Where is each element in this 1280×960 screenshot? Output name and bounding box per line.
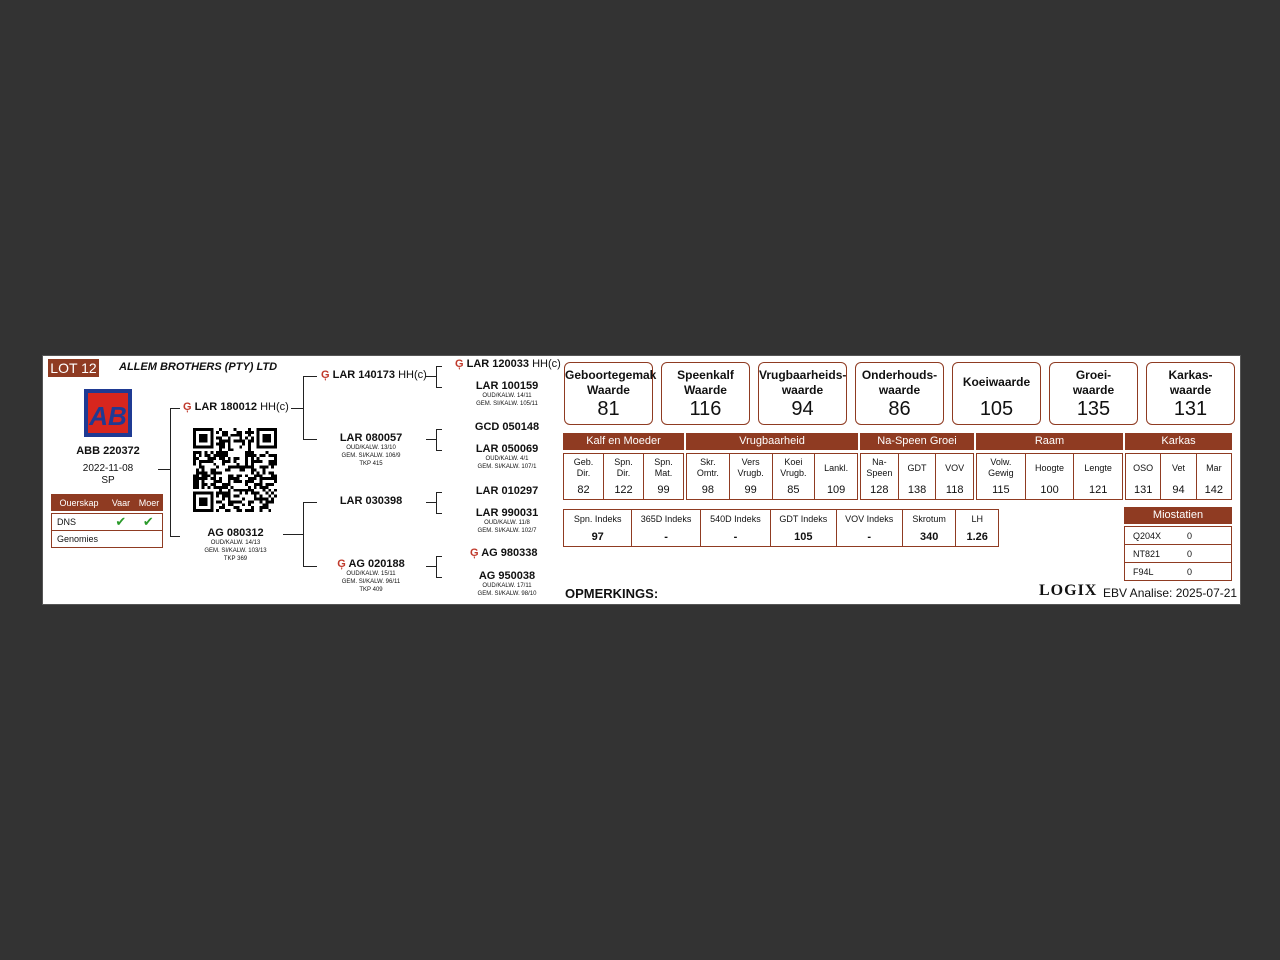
ggp-dsd-avg: GEM. SI/KALW. 102/7 bbox=[477, 528, 537, 534]
ebv-header: Omtr. bbox=[696, 468, 719, 478]
homozygous-symbol-icon: Ģ bbox=[455, 358, 464, 370]
index-value: 105 bbox=[794, 530, 813, 543]
value-number: 135 bbox=[1076, 398, 1111, 420]
ebv-cell bbox=[1126, 454, 1160, 499]
myostatin-value: 0 bbox=[1187, 548, 1193, 559]
ggp-sss-name: LAR 120033 bbox=[466, 358, 529, 370]
myostatin-key: F94L bbox=[1133, 566, 1154, 577]
value-box-fertility bbox=[758, 362, 847, 425]
ebv-header: Dir. bbox=[616, 468, 631, 478]
ggp-sss-suffix: HH(c) bbox=[532, 358, 561, 370]
ggp-dsd bbox=[463, 507, 551, 535]
check-icon: ✔ bbox=[142, 514, 154, 529]
ggp-sdd-calving: OUD/KALW. 4/1 bbox=[485, 456, 529, 462]
index-header: LH bbox=[971, 513, 983, 524]
ggp-dds bbox=[470, 547, 537, 559]
value-number: 86 bbox=[888, 398, 911, 420]
ebv-table-frame bbox=[976, 453, 1123, 500]
ebv-table-post-weaning bbox=[860, 453, 974, 500]
parentage-row-label: DNS bbox=[57, 517, 77, 527]
ebv-header: Geb. bbox=[573, 457, 594, 467]
ggp-dsd-name: LAR 990031 bbox=[475, 507, 539, 519]
index-cell bbox=[700, 510, 770, 546]
ebv-header: VOV bbox=[945, 462, 965, 473]
ebv-header: Lengte bbox=[1084, 462, 1112, 473]
dam bbox=[183, 527, 288, 563]
value-label: waarde bbox=[1072, 383, 1115, 397]
ggp-ddd-avg: GEM. SI/KALW. 98/10 bbox=[477, 591, 537, 597]
index-value: 340 bbox=[919, 530, 939, 543]
myostatin-value: 0 bbox=[1187, 530, 1193, 541]
ggp-sds-name: GCD 050148 bbox=[474, 421, 540, 433]
value-label: waarde bbox=[878, 383, 921, 397]
ebv-value: 85 bbox=[787, 484, 800, 496]
ggp-ssd-avg: GEM. SI/KALW. 105/11 bbox=[476, 401, 538, 407]
ebv-value: 100 bbox=[1040, 484, 1059, 496]
sire-sire bbox=[321, 369, 427, 381]
ggp-ddd-name: AG 950038 bbox=[478, 570, 536, 582]
dam-dam-tkp: TKP 409 bbox=[359, 587, 383, 593]
ebv-cell bbox=[861, 454, 898, 499]
ebv-header: Vrugb. bbox=[780, 468, 807, 478]
ebv-cell bbox=[935, 454, 973, 499]
ebv-cell bbox=[1196, 454, 1231, 499]
parentage-col-label: Ouerskap bbox=[59, 497, 99, 508]
value-number: 131 bbox=[1173, 398, 1208, 420]
ebv-cell bbox=[729, 454, 772, 499]
ggp-ddd bbox=[463, 570, 551, 598]
ebv-header: Hoogte bbox=[1034, 462, 1065, 473]
ebv-cell bbox=[564, 454, 603, 499]
calf-name: ABB 220372 bbox=[76, 445, 140, 457]
dam-avg: GEM. SI/KALW. 103/13 bbox=[204, 548, 267, 554]
ebv-value: 121 bbox=[1089, 484, 1108, 496]
ggp-dss bbox=[463, 485, 551, 497]
parentage-row bbox=[52, 514, 162, 530]
ebv-value: 131 bbox=[1133, 484, 1153, 496]
value-label: Geboortegemak bbox=[565, 368, 657, 382]
sire-suffix: HH(c) bbox=[260, 401, 289, 413]
ebv-value: 128 bbox=[870, 484, 889, 496]
ebv-value: 118 bbox=[945, 484, 964, 496]
ebv-cell bbox=[977, 454, 1025, 499]
ebv-table-fertility bbox=[686, 453, 858, 500]
ggp-sds bbox=[463, 421, 551, 433]
value-label: Onderhouds- bbox=[861, 368, 938, 382]
dam-calving: OUD/KALW. 14/13 bbox=[210, 540, 261, 546]
index-header: 365D Indeks bbox=[640, 513, 692, 524]
remarks-label: OPMERKINGS: bbox=[565, 586, 659, 601]
parentage-col-sire: Vaar bbox=[111, 497, 131, 508]
value-number: 81 bbox=[597, 398, 620, 420]
ebv-header: Mar bbox=[1206, 462, 1222, 473]
ebv-header: Vers bbox=[741, 457, 760, 467]
ggp-dds-name: AG 980338 bbox=[481, 547, 538, 559]
ggp-ssd bbox=[463, 380, 551, 408]
index-table bbox=[563, 509, 999, 547]
ebv-header: Spn. bbox=[654, 457, 673, 467]
myostatin-row bbox=[1125, 562, 1231, 580]
ebv-value: 122 bbox=[614, 484, 633, 496]
ebv-cell bbox=[603, 454, 643, 499]
homozygous-symbol-icon: Ģ bbox=[337, 558, 346, 570]
myostatin-key: NT821 bbox=[1133, 548, 1161, 559]
ebv-header: Lankl. bbox=[824, 462, 849, 473]
ebv-cell bbox=[687, 454, 729, 499]
ebv-header: OSO bbox=[1133, 462, 1154, 473]
dam-sire bbox=[321, 495, 421, 507]
value-number: 105 bbox=[979, 398, 1014, 420]
ebv-header: Vet bbox=[1171, 462, 1185, 473]
group-carcass: Karkas bbox=[1125, 433, 1232, 450]
ebv-header: Vrugb. bbox=[737, 468, 764, 478]
ebv-cell bbox=[1073, 454, 1122, 499]
logix-logo: LOGIX bbox=[1039, 582, 1098, 599]
value-box-cow bbox=[952, 362, 1041, 425]
sire-dam-avg: GEM. SI/KALW. 106/9 bbox=[341, 453, 401, 459]
qr-code bbox=[193, 428, 277, 512]
index-cell bbox=[955, 510, 998, 546]
value-number: 94 bbox=[791, 398, 814, 420]
ebv-value: 142 bbox=[1204, 484, 1223, 496]
ebv-cell bbox=[772, 454, 815, 499]
sire-name: LAR 180012 bbox=[194, 401, 257, 413]
ggp-ddd-calving: OUD/KALW. 17/11 bbox=[482, 583, 532, 589]
calf-sex: SP bbox=[101, 475, 115, 486]
index-value: - bbox=[867, 530, 872, 543]
dam-tkp: TKP 369 bbox=[223, 556, 248, 562]
group-calf-dam: Kalf en Moeder bbox=[563, 433, 684, 450]
index-cell bbox=[836, 510, 902, 546]
index-cell bbox=[631, 510, 699, 546]
value-box-weaner bbox=[661, 362, 750, 425]
ggp-ssd-name: LAR 100159 bbox=[475, 380, 539, 392]
index-value: - bbox=[733, 530, 738, 543]
ebv-header: GDT bbox=[907, 462, 927, 473]
ggp-sdd bbox=[463, 443, 551, 471]
index-header: Spn. Indeks bbox=[573, 513, 622, 524]
ebv-cell bbox=[643, 454, 683, 499]
ebv-header: Dir. bbox=[576, 468, 591, 478]
index-header: VOV Indeks bbox=[845, 513, 894, 524]
calf-birth-date: 2022-11-08 bbox=[82, 463, 134, 474]
ebv-value: 99 bbox=[744, 484, 757, 496]
ggp-dsd-calving: OUD/KALW. 11/8 bbox=[484, 520, 530, 526]
value-label: Koeiwaarde bbox=[962, 375, 1031, 389]
ebv-cell bbox=[814, 454, 857, 499]
ggp-ssd-calving: OUD/KALW. 14/11 bbox=[482, 393, 532, 399]
sire-dam-name: LAR 080057 bbox=[339, 432, 403, 444]
ebv-cell bbox=[898, 454, 936, 499]
sire-dam-calving: OUD/KALW. 13/10 bbox=[346, 445, 396, 451]
value-box-birth-ease bbox=[564, 362, 657, 425]
index-value: 97 bbox=[591, 530, 604, 543]
value-box-maintenance bbox=[855, 362, 944, 425]
ebv-value: 98 bbox=[701, 484, 714, 496]
ebv-header: Spn. bbox=[614, 457, 633, 467]
group-post-weaning: Na-Speen Groei bbox=[860, 433, 974, 450]
animal-card bbox=[42, 355, 1241, 605]
group-frame: Raam bbox=[976, 433, 1123, 450]
ebv-analysis-date: EBV Analise: 2025-07-21 bbox=[1103, 586, 1238, 600]
myostatin-title: Miostatien bbox=[1124, 507, 1232, 524]
ebv-cell bbox=[1025, 454, 1074, 499]
ebv-header: Na- bbox=[872, 457, 887, 467]
ebv-value: 82 bbox=[577, 484, 590, 496]
ebv-value: 115 bbox=[992, 484, 1010, 496]
ebv-value: 138 bbox=[907, 484, 927, 496]
homozygous-symbol-icon: Ģ bbox=[183, 401, 192, 413]
ggp-dss-name: LAR 010297 bbox=[475, 485, 539, 497]
value-label: Waarde bbox=[684, 383, 727, 397]
group-fertility: Vrugbaarheid bbox=[686, 433, 858, 450]
breeder-logo bbox=[83, 388, 133, 438]
parentage-col-dam: Moer bbox=[138, 497, 160, 508]
index-value: - bbox=[664, 530, 668, 543]
dam-dam-avg: GEM. SI/KALW. 96/11 bbox=[341, 579, 401, 585]
value-number: 116 bbox=[689, 398, 722, 420]
myostatin-table bbox=[1124, 507, 1232, 581]
dam-dam bbox=[321, 558, 421, 594]
ebv-header: Koei bbox=[784, 457, 803, 467]
dam-dam-name-row bbox=[321, 558, 421, 570]
sire-sire-suffix: HH(c) bbox=[398, 369, 427, 381]
ebv-table-calf-dam bbox=[563, 453, 684, 500]
ebv-header: Speen bbox=[866, 468, 893, 478]
value-box-growth bbox=[1049, 362, 1138, 425]
value-label: Speenkalf bbox=[677, 368, 734, 382]
value-label: Waarde bbox=[587, 383, 630, 397]
ebv-value: 99 bbox=[657, 484, 670, 496]
value-label: waarde bbox=[1169, 383, 1212, 397]
homozygous-symbol-icon: Ģ bbox=[321, 369, 330, 381]
ggp-sdd-name: LAR 050069 bbox=[475, 443, 539, 455]
parentage-header bbox=[51, 494, 163, 511]
sire-dam bbox=[321, 432, 421, 468]
ebv-header: Mat. bbox=[654, 468, 673, 478]
ebv-header: Volw. bbox=[990, 457, 1012, 467]
ebv-value: 94 bbox=[1172, 484, 1185, 496]
sire bbox=[183, 401, 289, 413]
index-header: 540D Indeks bbox=[710, 513, 761, 524]
parentage-row-label: Genomies bbox=[57, 534, 99, 544]
svg-text:AB: AB bbox=[89, 401, 127, 431]
index-cell bbox=[770, 510, 835, 546]
ebv-value: 109 bbox=[826, 484, 846, 496]
ebv-cell bbox=[1160, 454, 1195, 499]
parentage-row bbox=[52, 530, 162, 547]
myostatin-value: 0 bbox=[1187, 566, 1193, 577]
breeder-name: ALLEM BROTHERS (PTY) LTD bbox=[119, 361, 278, 373]
value-label: Groei- bbox=[1075, 368, 1112, 382]
index-header: GDT Indeks bbox=[779, 513, 828, 524]
ggp-sss bbox=[455, 358, 561, 370]
ggp-sdd-avg: GEM. SI/KALW. 107/1 bbox=[477, 464, 537, 470]
dam-sire-name: LAR 030398 bbox=[339, 495, 403, 507]
homozygous-symbol-icon: Ģ bbox=[470, 547, 479, 559]
myostatin-row bbox=[1125, 544, 1231, 562]
index-cell bbox=[564, 510, 631, 546]
myostatin-key: Q204X bbox=[1133, 530, 1162, 541]
value-label: waarde bbox=[781, 383, 824, 397]
dam-dam-calving: OUD/KALW. 15/11 bbox=[346, 571, 396, 577]
ebv-header: Skr. bbox=[700, 457, 716, 467]
ebv-table-carcass bbox=[1125, 453, 1232, 500]
myostatin-row bbox=[1125, 527, 1231, 544]
index-value: 1.26 bbox=[966, 530, 988, 543]
parentage-table bbox=[51, 494, 163, 548]
sire-sire-name: LAR 140173 bbox=[332, 369, 395, 381]
index-cell bbox=[902, 510, 956, 546]
value-label: Vrugbaarheids- bbox=[759, 368, 847, 382]
value-box-carcass bbox=[1146, 362, 1235, 425]
check-icon: ✔ bbox=[115, 514, 127, 529]
dam-name: AG 080312 bbox=[207, 527, 264, 539]
value-label: Karkas- bbox=[1168, 368, 1213, 382]
lot-badge: LOT 12 bbox=[48, 359, 99, 377]
sire-dam-tkp: TKP 415 bbox=[359, 461, 383, 467]
dam-dam-name: AG 020188 bbox=[348, 558, 405, 570]
ebv-header: Gewig bbox=[988, 468, 1014, 478]
index-header: Skrotum bbox=[912, 513, 946, 524]
